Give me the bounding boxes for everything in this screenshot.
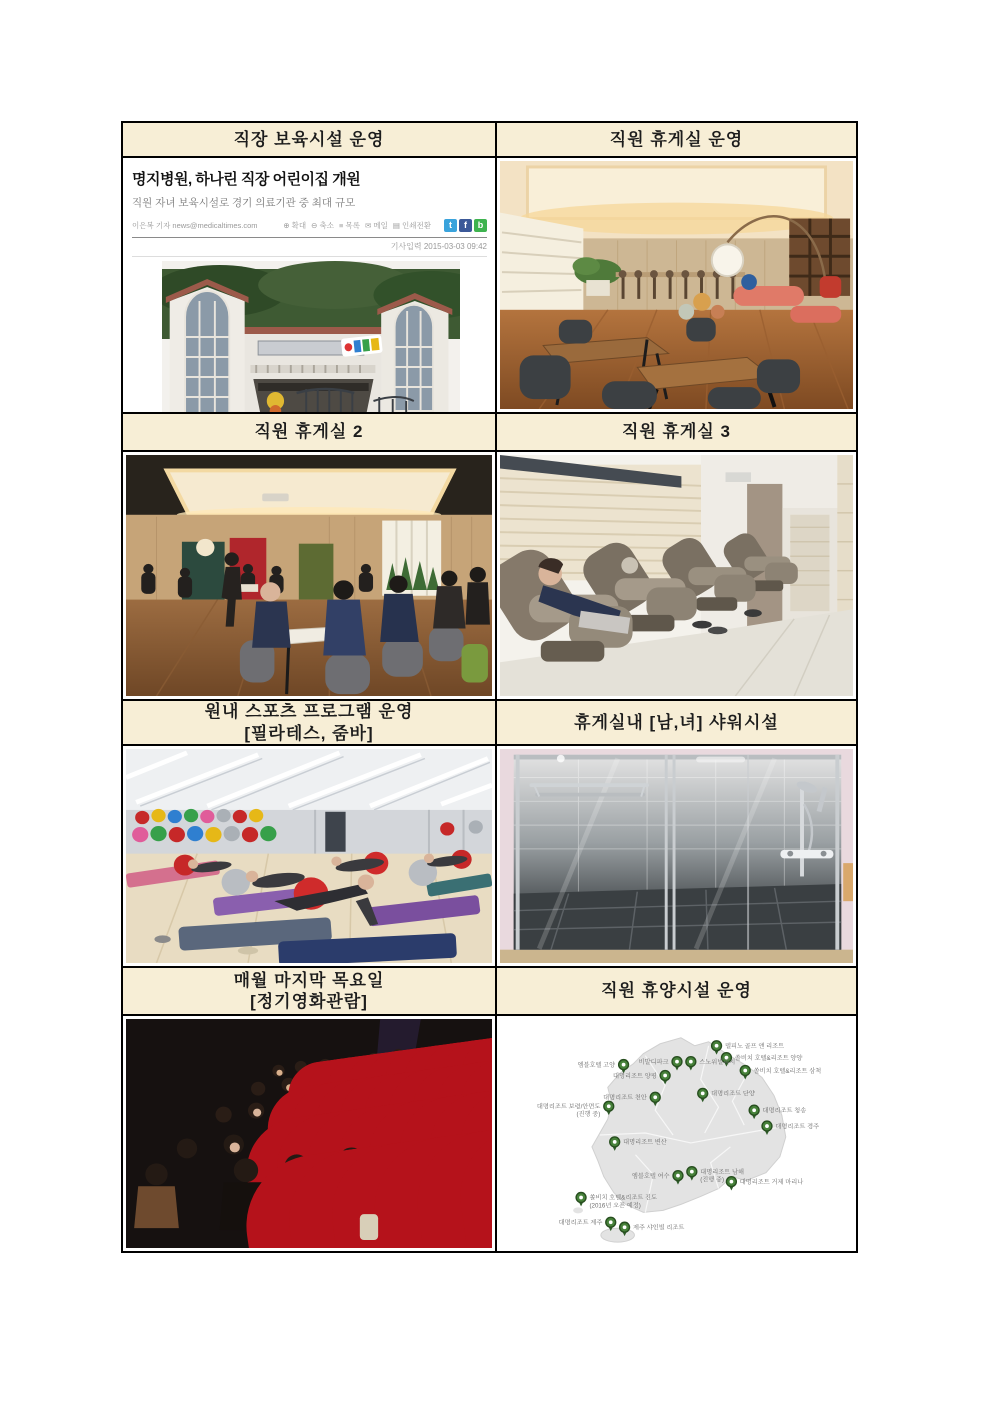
map-pin-label: 엠블호텔 고양 bbox=[577, 1061, 616, 1069]
header-movie bbox=[123, 968, 495, 1016]
header-lounge2 bbox=[123, 414, 495, 452]
article-tool: ⊕ 확대 bbox=[283, 221, 307, 230]
map-pin-label: 델피노 골프 앤 리조트 bbox=[724, 1043, 785, 1051]
article-tool: ⊖ 축소 bbox=[311, 221, 335, 230]
header-shower bbox=[495, 701, 856, 746]
header-daycare bbox=[123, 123, 495, 158]
article-tool: ≡ 목록 bbox=[339, 221, 360, 230]
facilities-table bbox=[121, 121, 858, 1253]
article-toolbar bbox=[283, 219, 487, 232]
header-resort bbox=[495, 968, 856, 1016]
map-pin-label: 쏠비치 호텔&리조트 양양 bbox=[734, 1054, 803, 1062]
map-pin-label: 대명리조트 경주 bbox=[775, 1123, 820, 1131]
article-tool: ▤ 인쇄전환 bbox=[392, 221, 431, 230]
facebook-icon: f bbox=[459, 219, 472, 232]
article-date: 기사입력 2015-03-03 09:42 bbox=[390, 242, 487, 251]
article-tool: ✉ 메일 bbox=[364, 221, 388, 230]
header-lounge3-label: 직원 휴게실 3 bbox=[621, 422, 731, 442]
massage-room-photo bbox=[500, 455, 853, 696]
header-sports-line1: 원내 스포츠 프로그램 운영 bbox=[204, 702, 414, 722]
map-pin-label: 대명리조트 보령/안면도 bbox=[536, 1103, 601, 1111]
header-sports-program bbox=[123, 701, 495, 746]
svg-text:(진행 중): (진행 중) bbox=[576, 1111, 601, 1119]
daycare-building-photo bbox=[162, 261, 460, 414]
svg-text:(진행 중): (진행 중) bbox=[700, 1176, 725, 1184]
divider bbox=[132, 237, 487, 238]
cell-news-article bbox=[123, 158, 495, 414]
map-pin-label: 대명리조트 거제 마리나 bbox=[739, 1178, 804, 1186]
cell-cinema-photo bbox=[123, 1016, 495, 1251]
news-article bbox=[123, 158, 495, 412]
cell-lounge1-photo bbox=[495, 158, 856, 414]
lounge1-photo bbox=[500, 161, 853, 409]
header-resort-label: 직원 휴양시설 운영 bbox=[601, 981, 752, 1001]
shower-room-photo bbox=[500, 749, 853, 963]
map-pin-label: 제주 샤인빌 리조트 bbox=[632, 1224, 685, 1232]
map-pin-label: 대명리조트 단양 bbox=[711, 1090, 755, 1098]
map-pin-label: 쏠비치 호텔&리조트 진도 bbox=[589, 1194, 658, 1202]
cinema-photo bbox=[126, 1019, 492, 1248]
header-movie-line2: [정기영화관람] bbox=[250, 992, 368, 1011]
map-pin-label: 대명리조트 양평 bbox=[612, 1072, 657, 1080]
cell-massage-room-photo bbox=[495, 452, 856, 701]
map-pin-label: 대명리조트 제주 bbox=[558, 1219, 603, 1227]
header-sports-line2: [필라테스, 줌바] bbox=[244, 723, 374, 743]
svg-text:(2016년 오픈 예정): (2016년 오픈 예정) bbox=[589, 1202, 641, 1210]
cell-pilates-photo bbox=[123, 746, 495, 968]
article-subtitle: 직원 자녀 보육시설로 경기 의료기관 중 최대 규모 bbox=[132, 197, 356, 209]
map-pin-label: 비발디파크 bbox=[638, 1058, 669, 1066]
header-shower-label: 휴게실내 [남,녀] 샤워시설 bbox=[574, 712, 779, 732]
header-lounge3 bbox=[495, 414, 856, 452]
map-pin-label: 대명리조트 청송 bbox=[762, 1107, 807, 1115]
band-icon: b bbox=[474, 219, 487, 232]
header-lounge2-label: 직원 휴게실 2 bbox=[254, 422, 364, 442]
header-movie-line1: 매월 마지막 목요일 bbox=[233, 970, 385, 990]
map-pin-label: 스노위빌리지 bbox=[699, 1058, 736, 1066]
map-pin-label: 대명리조트 남해 bbox=[700, 1168, 744, 1176]
header-lounge1-label: 직원 휴게실 운영 bbox=[609, 129, 744, 149]
header-daycare-label: 직장 보육시설 운영 bbox=[233, 129, 385, 149]
pilates-gym-photo bbox=[126, 749, 492, 963]
cell-shower-photo bbox=[495, 746, 856, 968]
divider bbox=[132, 256, 487, 257]
map-pin-label: 쏠비치 호텔&리조트 삼척 bbox=[753, 1067, 822, 1075]
cell-lounge2-photo bbox=[123, 452, 495, 701]
map-pin-label: 대명리조트 변산 bbox=[623, 1139, 667, 1147]
twitter-icon: t bbox=[444, 219, 457, 232]
cell-resort-map bbox=[495, 1016, 856, 1251]
resort-map bbox=[497, 1016, 856, 1251]
article-headline: 명지병원, 하나린 직장 어린이집 개원 bbox=[132, 171, 361, 188]
map-pin-label: 대명리조트 천안 bbox=[603, 1094, 647, 1102]
article-byline: 이은복 기자 news@medicaltimes.com bbox=[132, 221, 258, 230]
header-lounge1 bbox=[495, 123, 856, 158]
map-pin-label: 엠블호텔 여수 bbox=[631, 1172, 670, 1180]
lounge2-photo bbox=[126, 455, 492, 696]
